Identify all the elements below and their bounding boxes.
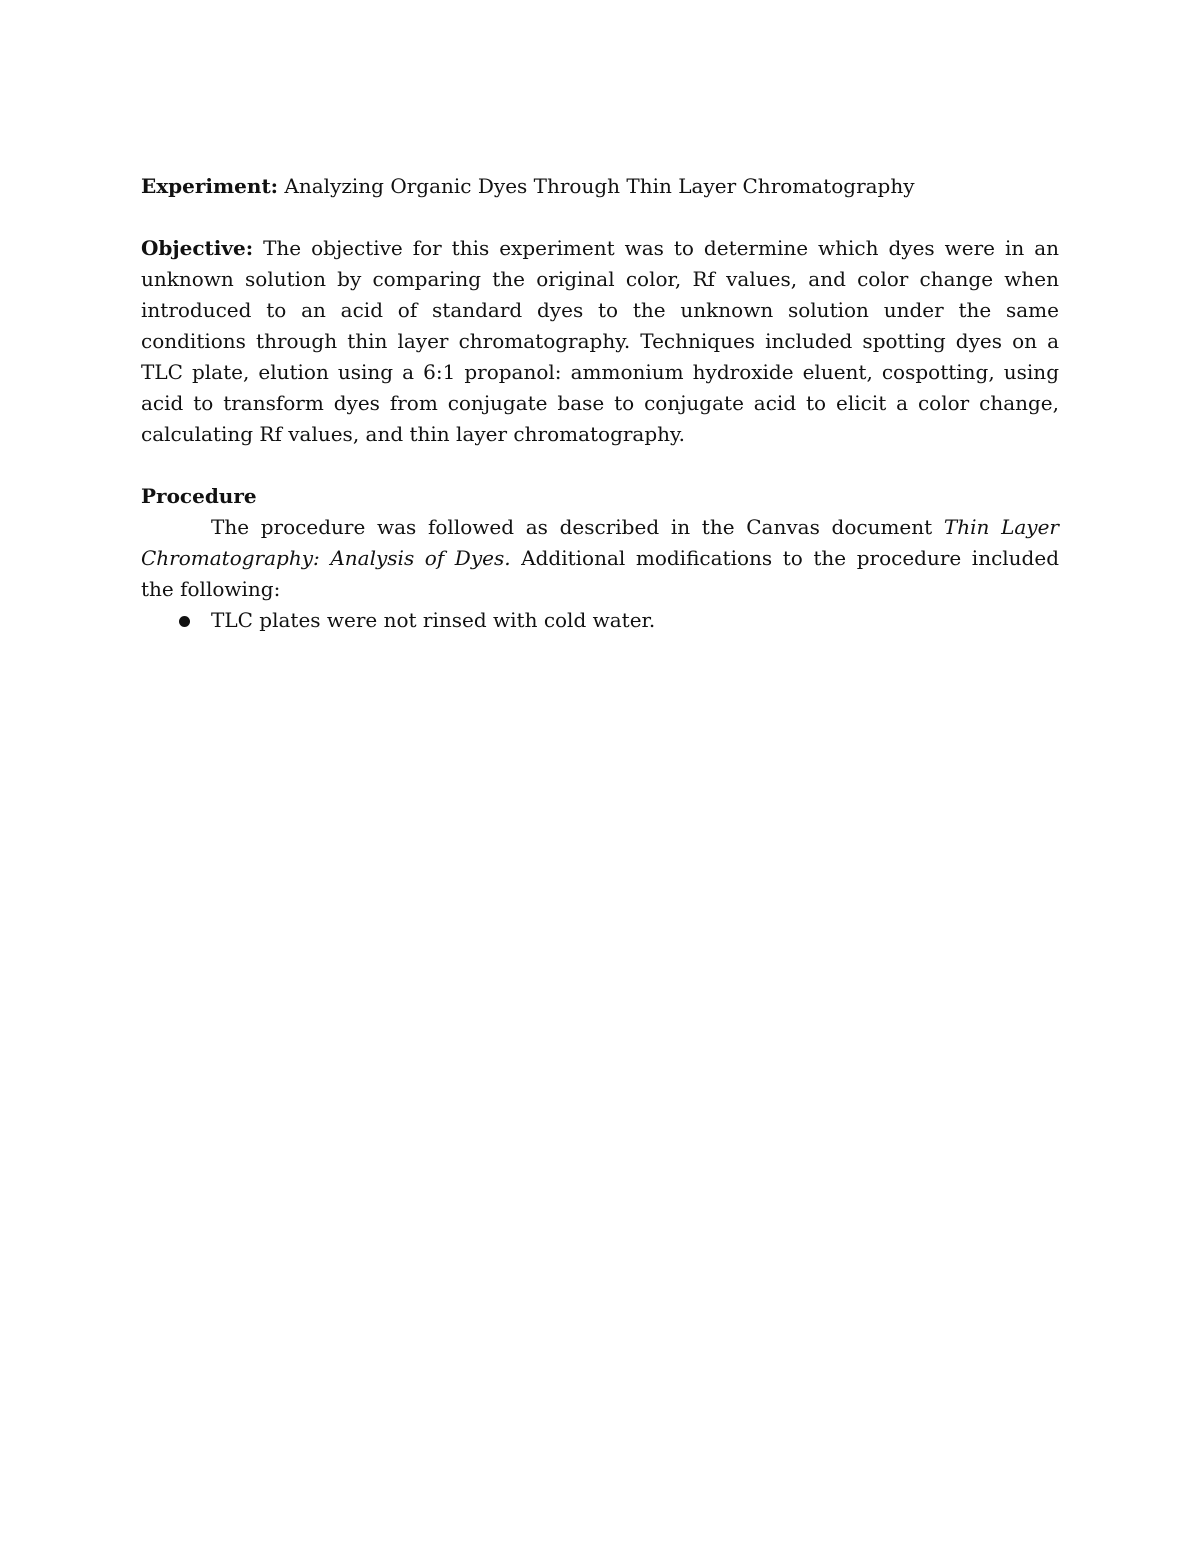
- experiment-line: [141, 171, 1059, 202]
- bullet-icon: [179, 616, 190, 627]
- experiment-label: Experiment:: [141, 174, 279, 198]
- modifications-list: [141, 605, 1059, 636]
- procedure-document-title: Thin Layer Chromatography: Analysis of Dyes.: [141, 515, 1059, 570]
- list-item: [141, 605, 1059, 636]
- procedure-heading: Procedure: [141, 484, 257, 508]
- objective-label: Objective:: [141, 236, 254, 260]
- procedure-paragraph: [141, 512, 1059, 605]
- experiment-title: Analyzing Organic Dyes Through Thin Layer Chromatography: [284, 174, 915, 198]
- objective-text: The objective for this experiment was to determine which dyes were in an unknown solution by comparing the original color, Rf values, and color change when introduced to an acid of standard dyes to the unknown solution under the same conditions through thin layer chromatography. Techniques included spotting dyes on a TLC plate, elution using a 6:1 propanol: ammonium hydroxide eluent, cospotting, using acid to transform dyes from conjugate base to conjugate acid to elicit a color change, calculating Rf values, and thin layer chromatography.: [141, 236, 1060, 446]
- procedure-intro-before: The procedure was followed as described in the Canvas document: [211, 515, 944, 539]
- document-body: [141, 171, 1059, 636]
- objective-paragraph: [141, 233, 1059, 450]
- procedure-intro-after: Additional modifications to the procedure included the following:: [141, 546, 1060, 601]
- modification-text: TLC plates were not rinsed with cold water.: [211, 608, 656, 632]
